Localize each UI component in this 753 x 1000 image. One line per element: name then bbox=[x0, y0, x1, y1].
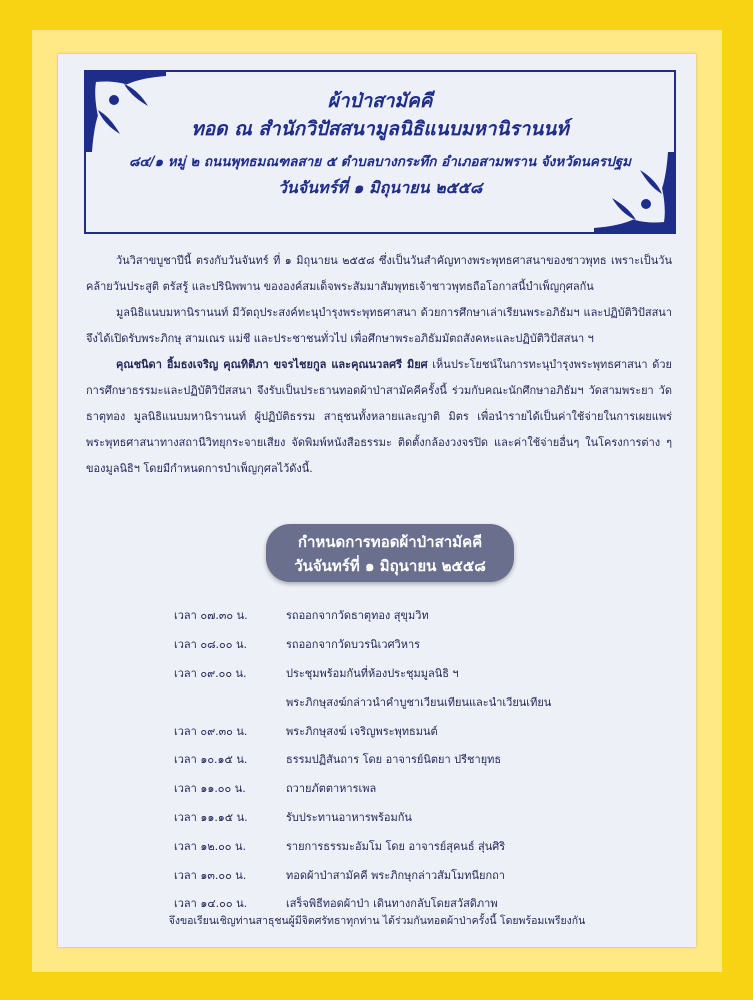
body-paragraph bbox=[86, 352, 672, 482]
schedule-row bbox=[174, 630, 674, 659]
schedule-activity: พระภิกษุสงฆ์กล่าวนำคำบูชาเวียนเทียนและนำเวียนเทียน bbox=[286, 695, 552, 709]
document-body bbox=[86, 248, 672, 482]
document-address: ๘๔/๑ หมู่ ๒ ถนนพุทธมณฑลสาย ๕ ตำบลบางกระทึก อำเภอสามพราน จังหวัดนครปฐม bbox=[128, 154, 632, 170]
schedule-time: เวลา ๑๑.๐๐ น. bbox=[174, 782, 246, 796]
body-paragraph-rest: เห็นประโยชน์ในการทะนุบำรุงพระพุทธศาสนา ด้วยการศึกษาธรรมะและปฏิบัติวิปัสสนา จึงรับเป็นประธานทอดผ้าป่าสามัคคีครั้งนี้ ร่วมกับคณะนักศึกษาอภิธัมฯ วัดสามพระยา วัดธาตุทอง มูลนิธิแนบมหานิรานนท์ ผู้ปฏิบัติธรรม สาธุชนทั้งหลายและญาติ มิตร เพื่อนำรายได้เป็นค่าใช้จ่ายในการเผยแพร่พระพุทธศาสนาทางสถานีวิทยุกระจายเสียง จัดพิมพ์หนังสือธรรมะ ติดตั้งกล้องวงจรปิด และค่าใช้จ่ายอื่นๆ ในโครงการต่าง ๆ ของมูลนิธิฯ โดยมีกำหนดการบำเพ็ญกุศลไว้ดังนี้. bbox=[86, 358, 672, 475]
schedule-time: เวลา ๐๙.๓๐ น. bbox=[174, 724, 248, 738]
schedule-time: เวลา ๑๒.๐๐ น. bbox=[174, 839, 247, 853]
schedule-activity: พระภิกษุสงฆ์ เจริญพระพุทธมนต์ bbox=[286, 724, 438, 738]
schedule-row bbox=[174, 860, 674, 889]
schedule-activity: รถออกจากวัดธาตุทอง สุขุมวิท bbox=[286, 609, 429, 623]
invitation-document bbox=[58, 54, 696, 947]
schedule-time: เวลา ๐๘.๐๐ น. bbox=[174, 638, 247, 652]
schedule-time: เวลา ๑๑.๑๕ น. bbox=[174, 810, 248, 824]
body-paragraph: มูลนิธิแนบมหานิรานนท์ มีวัตถุประสงค์ทะนุบำรุงพระพุทธศาสนา ด้วยการศึกษาเล่าเรียนพระอภิธัมฯ และปฏิบัติวิปัสสนา จึงได้เปิดรับพระภิกษุ สามเณร แม่ชี และประชาชนทั่วไป เพื่อศึกษาพระอภิธัมมัตถสังคหะและปฏิบัติวิปัสสนา ฯ bbox=[86, 306, 672, 345]
schedule-list bbox=[174, 601, 674, 918]
schedule-activity: รถออกจากวัดบวรนิเวศวิหาร bbox=[286, 638, 421, 652]
schedule-activity: ธรรมปฏิสันถาร โดย อาจารย์นิตยา ปรีชายุทธ bbox=[286, 753, 502, 767]
schedule-row bbox=[174, 659, 674, 688]
schedule-activity: รายการธรรมะอัมโม โดย อาจารย์สุคนธ์ สุ่นศิริ bbox=[286, 839, 506, 853]
schedule-activity: ประชุมพร้อมกันที่ห้องประชุมมูลนิธิ ฯ bbox=[286, 666, 459, 680]
document-date: วันจันทร์ที่ ๑ มิถุนายน ๒๕๕๘ bbox=[277, 178, 483, 197]
schedule-title-badge bbox=[266, 524, 514, 582]
body-paragraph: วันวิสาขบูชาปีนี้ ตรงกับวันจันทร์ ที่ ๑ มิถุนายน ๒๕๕๘ ซึ่งเป็นวันสำคัญทางพระพุทธศาสนาของชาวพุทธ เพราะเป็นวันคล้ายวันประสูติ ตรัสรู้ และปรินิพพาน ขององค์สมเด็จพระสัมมาสัมพุทธเจ้าชาวพุทธถือโอกาสนี้บำเพ็ญกุศลกัน bbox=[86, 254, 672, 293]
document-header bbox=[84, 70, 676, 234]
schedule-time: เวลา ๑๓.๐๐ น. bbox=[174, 868, 247, 882]
schedule-time: เวลา ๐๗.๓๐ น. bbox=[174, 609, 248, 623]
schedule-row bbox=[174, 774, 674, 803]
schedule-row bbox=[174, 831, 674, 860]
schedule-row bbox=[174, 687, 674, 716]
document-title: ผ้าป่าสามัคคี bbox=[327, 90, 433, 112]
schedule-time: เวลา ๑๐.๑๕ น. bbox=[174, 753, 248, 767]
schedule-activity: เสร็จพิธีทอดผ้าป่า เดินทางกลับโดยสวัสดิภาพ bbox=[286, 897, 498, 911]
schedule-row bbox=[174, 803, 674, 832]
sponsor-names: คุณชนิดา อิ้มธงเจริญ คุณทิติภา ขจรไชยกูล และคุณนวลศรี มิยศ bbox=[116, 358, 428, 371]
schedule-row bbox=[174, 745, 674, 774]
schedule-activity: ทอดผ้าป่าสามัคคี พระภิกษุกล่าวสัมโมทนียกถา bbox=[286, 868, 505, 882]
schedule-activity: ถวายภัตตาหารเพล bbox=[286, 782, 377, 796]
schedule-title: กำหนดการทอดผ้าป่าสามัคคี bbox=[297, 533, 483, 551]
schedule-row bbox=[174, 716, 674, 745]
schedule-row bbox=[174, 601, 674, 630]
closing-invitation: จึงขอเรียนเชิญท่านสาธุชนผู้มีจิตศรัทธาทุกท่าน ได้ร่วมกันทอดผ้าป่าครั้งนี้ โดยพร้อมเพรียงกัน bbox=[168, 915, 586, 927]
document-subtitle: ทอด ณ สำนักวิปัสสนามูลนิธิแนบมหานิรานนท์ bbox=[191, 118, 569, 140]
schedule-time: เวลา ๐๙.๐๐ น. bbox=[174, 666, 247, 680]
schedule-activity: รับประทานอาหารพร้อมกัน bbox=[286, 810, 412, 824]
schedule-date: วันจันทร์ที่ ๑ มิถุนายน ๒๕๕๘ bbox=[294, 557, 486, 575]
schedule-time: เวลา ๑๔.๐๐ น. bbox=[174, 897, 248, 911]
